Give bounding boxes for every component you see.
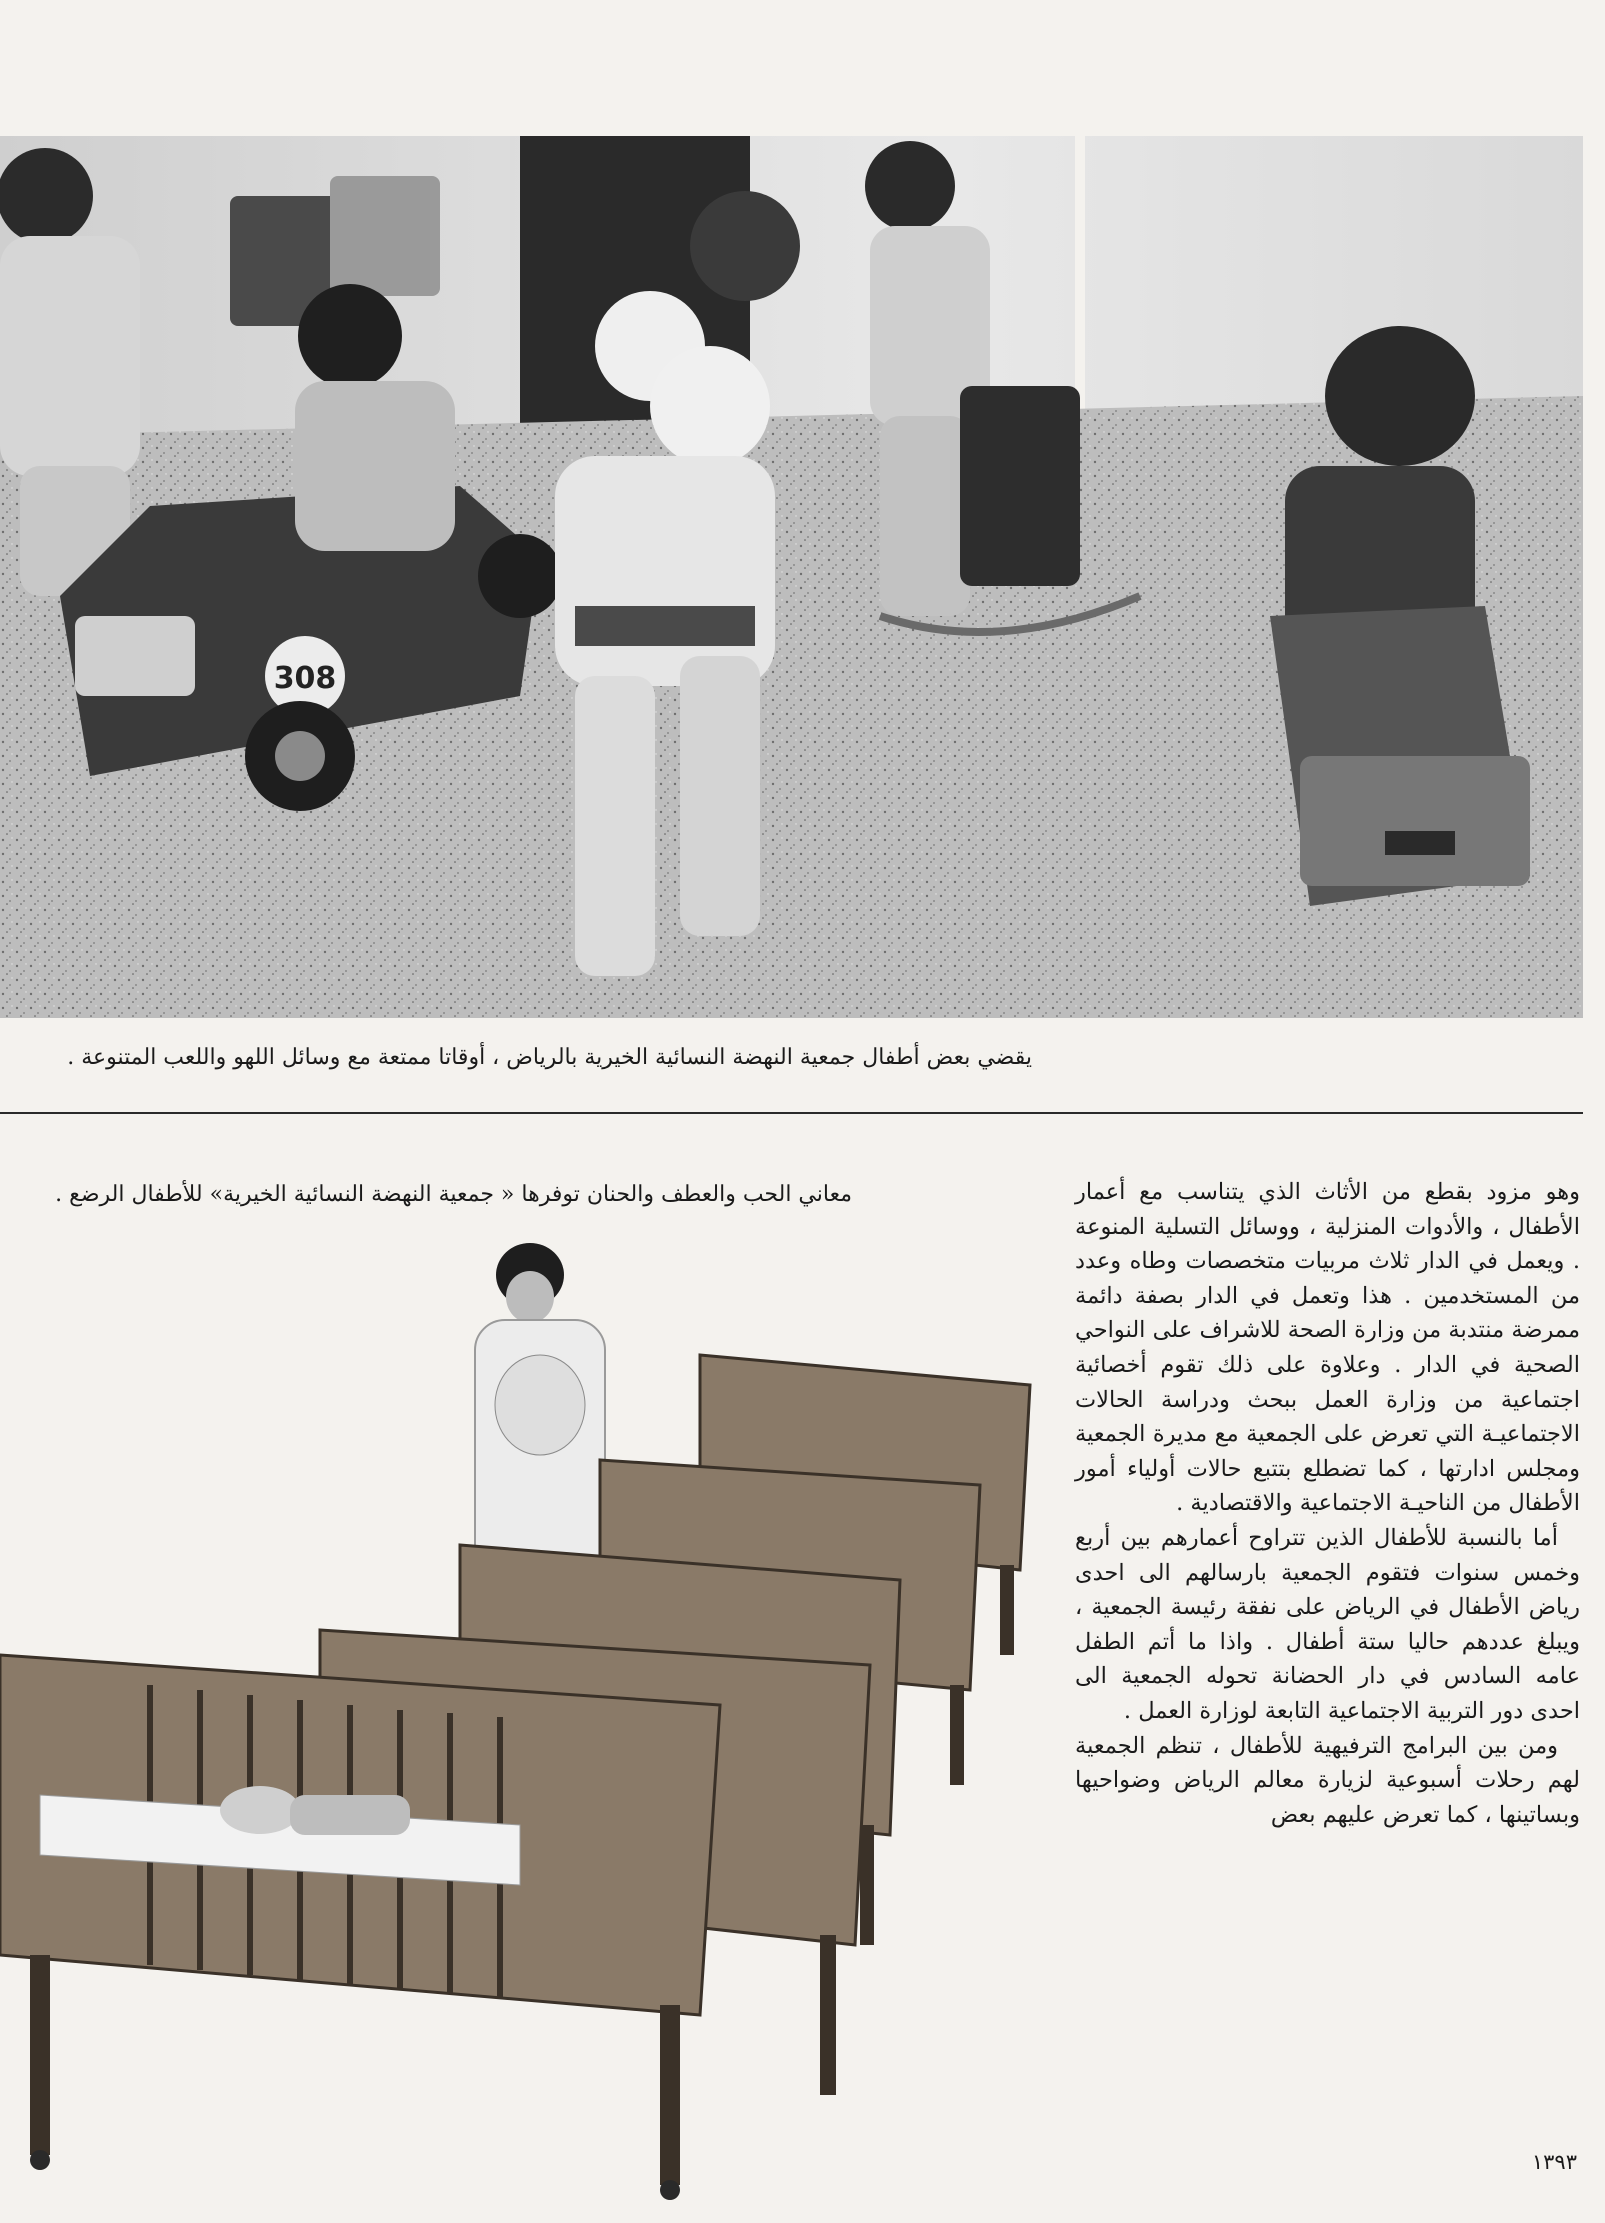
top-photo-image — [0, 136, 1583, 1018]
bottom-photo-image — [0, 1235, 1050, 2220]
car-number-label: 308 — [273, 661, 337, 696]
page-number: ١٣٩٣ — [1531, 2150, 1577, 2174]
article-text — [1075, 1175, 1580, 1832]
bottom-photo — [0, 1235, 1050, 2220]
article-paragraph: ومن بين البرامج الترفيهية للأطفال ، تنظم الجمعية لهم رحلات أسبوعية لزيارة معالم الرياض وضواحيها وبساتينها ، كما تعرض عليهم بعض — [1075, 1732, 1580, 1828]
bottom-photo-caption: معاني الحب والعطف والحنان توفرها « جمعية النهضة النسائية الخيرية» للأطفال الرضع . — [55, 1182, 852, 1207]
article-paragraph: وهو مزود بقطع من الأثاث الذي يتناسب مع أعمار الأطفال ، والأدوات المنزلية ، ووسائل التسلية المنوعة . ويعمل في الدار ثلاث مربيات متخصصات وطاه وعدد من المستخدمين . هذا وتعمل في الدار بصفة دائمة ممرضة منتدبة من وزارة الصحة للاشراف على النواحي الصحية في الدار . وعلاوة على ذلك تقوم أخصائية اجتماعية من وزارة العمل ببحث ودراسة الحالات الاجتماعيـة التي تعرض على الجمعية مع مديرة الجمعية ومجلس ادارتها ، كما تضطلع بتتبع حالات أولياء أمور الأطفال من الناحيـة الاجتماعية والاقتصادية . — [1075, 1179, 1580, 1517]
top-photo-caption: يقضي بعض أطفال جمعية النهضة النسائية الخيرية بالرياض ، أوقاتا ممتعة مع وسائل اللهو واللعب المتنوعة . — [67, 1045, 1032, 1070]
section-divider — [0, 1112, 1583, 1114]
top-photo — [0, 136, 1583, 1018]
article-paragraph: أما بالنسبة للأطفال الذين تتراوح أعمارهم بين أربع وخمس سنوات فتقوم الجمعية بارسالهم الى احدى رياض الأطفال في الرياض على نفقة رئيسة الجمعية ، ويبلغ عددهم حاليا ستة أطفال . واذا ما أتم الطفل عامه السادس في دار الحضانة تحوله الجمعية الى احدى دور التربية الاجتماعية التابعة لوزارة العمل . — [1075, 1524, 1580, 1724]
